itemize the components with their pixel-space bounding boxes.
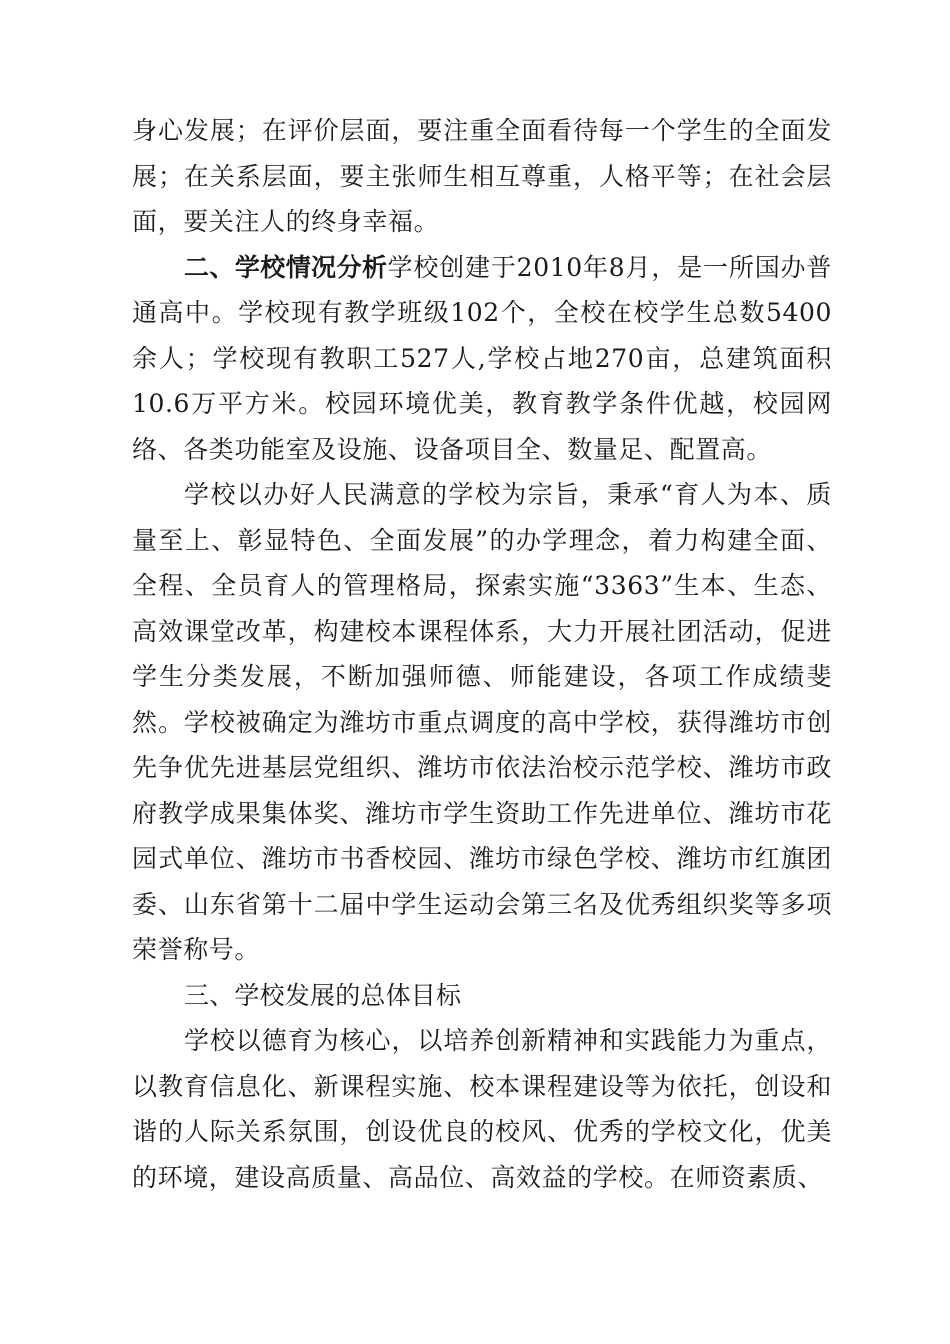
paragraph-school-honors: 学校以办好人民满意的学校为宗旨，秉承“育人为本、质量至上、彰显特色、全面发展”的办学理念，着力构建全面、全程、全员育人的管理格局，探索实施“3363”生本、生态、高效课堂改革，构建校本课程体系，大力开展社团活动，促进学生分类发展，不断加强师德、师能建设，各项工作成绩斐然。学校被确定为潍坊市重点调度的高中学校，获得潍坊市创先争优先进基层党组织、潍坊市依法治校示范学校、潍坊市政府教学成果集体奖、潍坊市学生资助工作先进单位、潍坊市花园式单位、潍坊市书香校园、潍坊市绿色学校、潍坊市红旗团委、山东省第十二届中学生运动会第三名及优秀组织奖等多项荣誉称号。 [132, 480, 832, 964]
paragraph-continuation: 身心发展；在评价层面，要注重全面看待每一个学生的全面发展；在关系层面，要主张师生相互尊重，人格平等；在社会层面，要关注人的终身幸福。 [132, 116, 832, 236]
section-heading-development-goals: 三、学校发展的总体目标 [184, 980, 462, 1010]
paragraph-school-overview-text: 学校创建于2010年8月，是一所国办普通高中。学校现有教学班级102个，全校在校学生总数5400余人；学校现有教职工527人,学校占地270亩，总建筑面积10.6万平方米。校园环境优美，教育教学条件优越，校园网络、各类功能室及设施、设备项目全、数量足、配置高。 [132, 252, 832, 464]
paragraph-school-overview [132, 245, 832, 473]
document-body [132, 108, 832, 1200]
paragraph-development-goals: 学校以德育为核心，以培养创新精神和实践能力为重点，以教育信息化、新课程实施、校本课程建设等为依托，创设和谐的人际关系氛围，创设优良的校风、优秀的学校文化，优美的环境，建设高质量、高品位、高效益的学校。在师资素质、 [132, 1026, 832, 1192]
section-heading-development-goals-line [132, 973, 832, 1019]
section-heading-school-analysis: 二、学校情况分析 [184, 252, 388, 282]
